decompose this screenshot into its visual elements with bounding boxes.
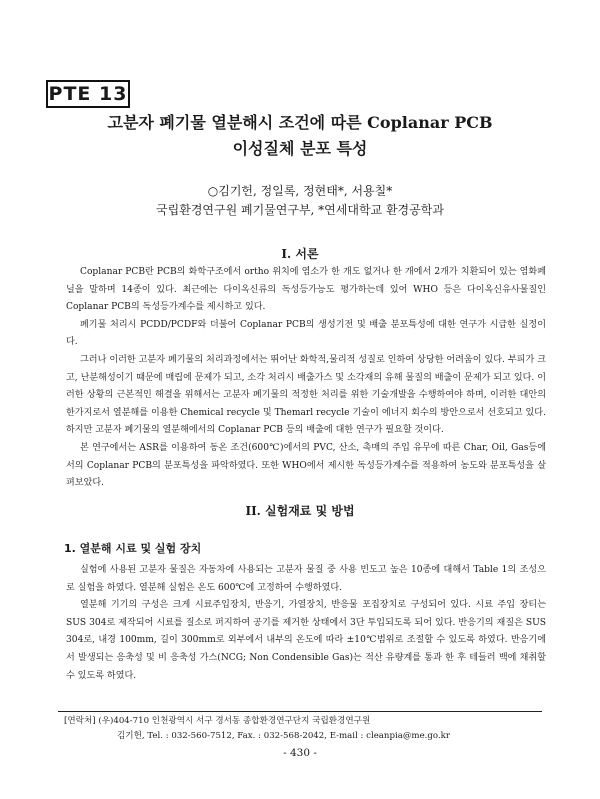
introduction-body [66,264,546,493]
author-list: ○김기헌, 정일록, 정현태*, 서용칠* [207,184,393,198]
section-heading-introduction: I. 서론 [281,247,319,261]
paragraph: Coplanar PCB란 PCB의 화학구조에서 ortho 위치에 염소가 한 개도 없거나 한 개에서 2개가 치환되어 있는 염화페닐을 말하며 14종이 있다. 최근에는 다이옥신류의 독성등가능도 평가하는데 있어 WHO 등은 다이옥신유사물질인 Coplanar PCB의 독성등가계수를 제시하고 있다. [66,267,546,313]
affiliation: 국립환경연구원 폐기물연구부, *연세대학교 환경공학과 [156,203,444,217]
footnote-divider [58,711,542,712]
subsection-heading: 1. 열분해 시료 및 실험 장치 [64,542,202,555]
paragraph: 본 연구에서는 ASR를 이용하여 동온 조건(600℃)에서의 PVC, 산소, 촉매의 주입 유무에 따른 Char, Oil, Gas등에서의 Coplanar PCB의 분포특성을 파악하였다. 또한 WHO에서 제시한 독성등가계수를 적용하여 농도와 분포특성을 살펴보았다. [66,442,546,489]
paragraph: 폐기물 처리시 PCDD/PCDF와 더불어 Coplanar PCB의 생성기전 및 배출 분포특성에 대한 연구가 시급한 실정이다. [66,319,546,348]
paper-title-line-1: 고분자 폐기물 열분해시 조건에 따른 Coplanar PCB [107,113,493,132]
paragraph: 열분해 기기의 구성은 크게 시료주입장치, 반응기, 가열장치, 반응물 포집장치로 구성되어 있다. 시료 주입 장티는 SUS 304로 제작되어 시료를 질소로 퍼지하여 공기를 제거한 상태에서 3단 투입되도록 되어 있다. 반응기의 재질은 SUS 304로, 내경 100mm, 길이 300mm로 외부에서 내부의 온도에 따라 ±10℃범위로 조절할 수 있도록 하였다. 반응기에서 발생되는 응축성 및 비 응축성 가스(NCG; Non Condensible Gas)는 적산 유량계를 통과 한 후 테들러 백에 채취할 수 있도록 하였다. [66,600,546,681]
page-number: - 430 - [283,747,317,759]
contact-address: [연락처] (우)404-710 인천광역시 서구 경서동 종합환경연구단지 국립환경연구원 [64,716,371,726]
section-heading-methods: II. 실험재료 및 방법 [245,504,355,518]
paragraph: 그러나 이러한 고분자 폐기물의 처리과정에서는 뛰어난 화학적,물리적 성질로 인하여 상당한 어려움이 있다. 부피가 크고, 난분해성이기 때문에 매립에 문제가 되고, 소각 처리시 배출가스 및 소각재의 유해 물질의 배출이 문제가 되고 있다. 이러한 상황의 근본적인 해결을 위해서는 고분자 폐기물의 적정한 처리를 위한 기술개발을 수행하여야 하며, 이러한 대안의 한가지로서 열분해를 이용한 Chemical recycle 및 Themarl recycle 기술이 에너지 회수의 방안으로서 선호되고 있다. 하지만 고분자 폐기물의 열분해에서의 Coplanar PCB 등의 배출에 대한 연구가 필요할 것이다. [66,354,546,436]
methods-body [66,562,546,685]
contact-details: 김기헌, Tel. : 032-560-7512, Fax. : 032-568-2042, E-mail : cleanpia@me.go.kr [117,731,450,741]
paper-title-line-2: 이성질체 분포 특성 [232,139,368,158]
paper-code-badge: PTE 13 [46,80,130,108]
contact-footnote [64,714,544,744]
paragraph: 실험에 사용된 고분자 물질은 자동차에 사용되는 고분자 물질 중 사용 빈도고 높은 10종에 대해서 Table 1의 조성으로 실험을 하였다. 열분해 실험은 온도 600℃에 고정하여 수행하였다. [66,565,546,593]
